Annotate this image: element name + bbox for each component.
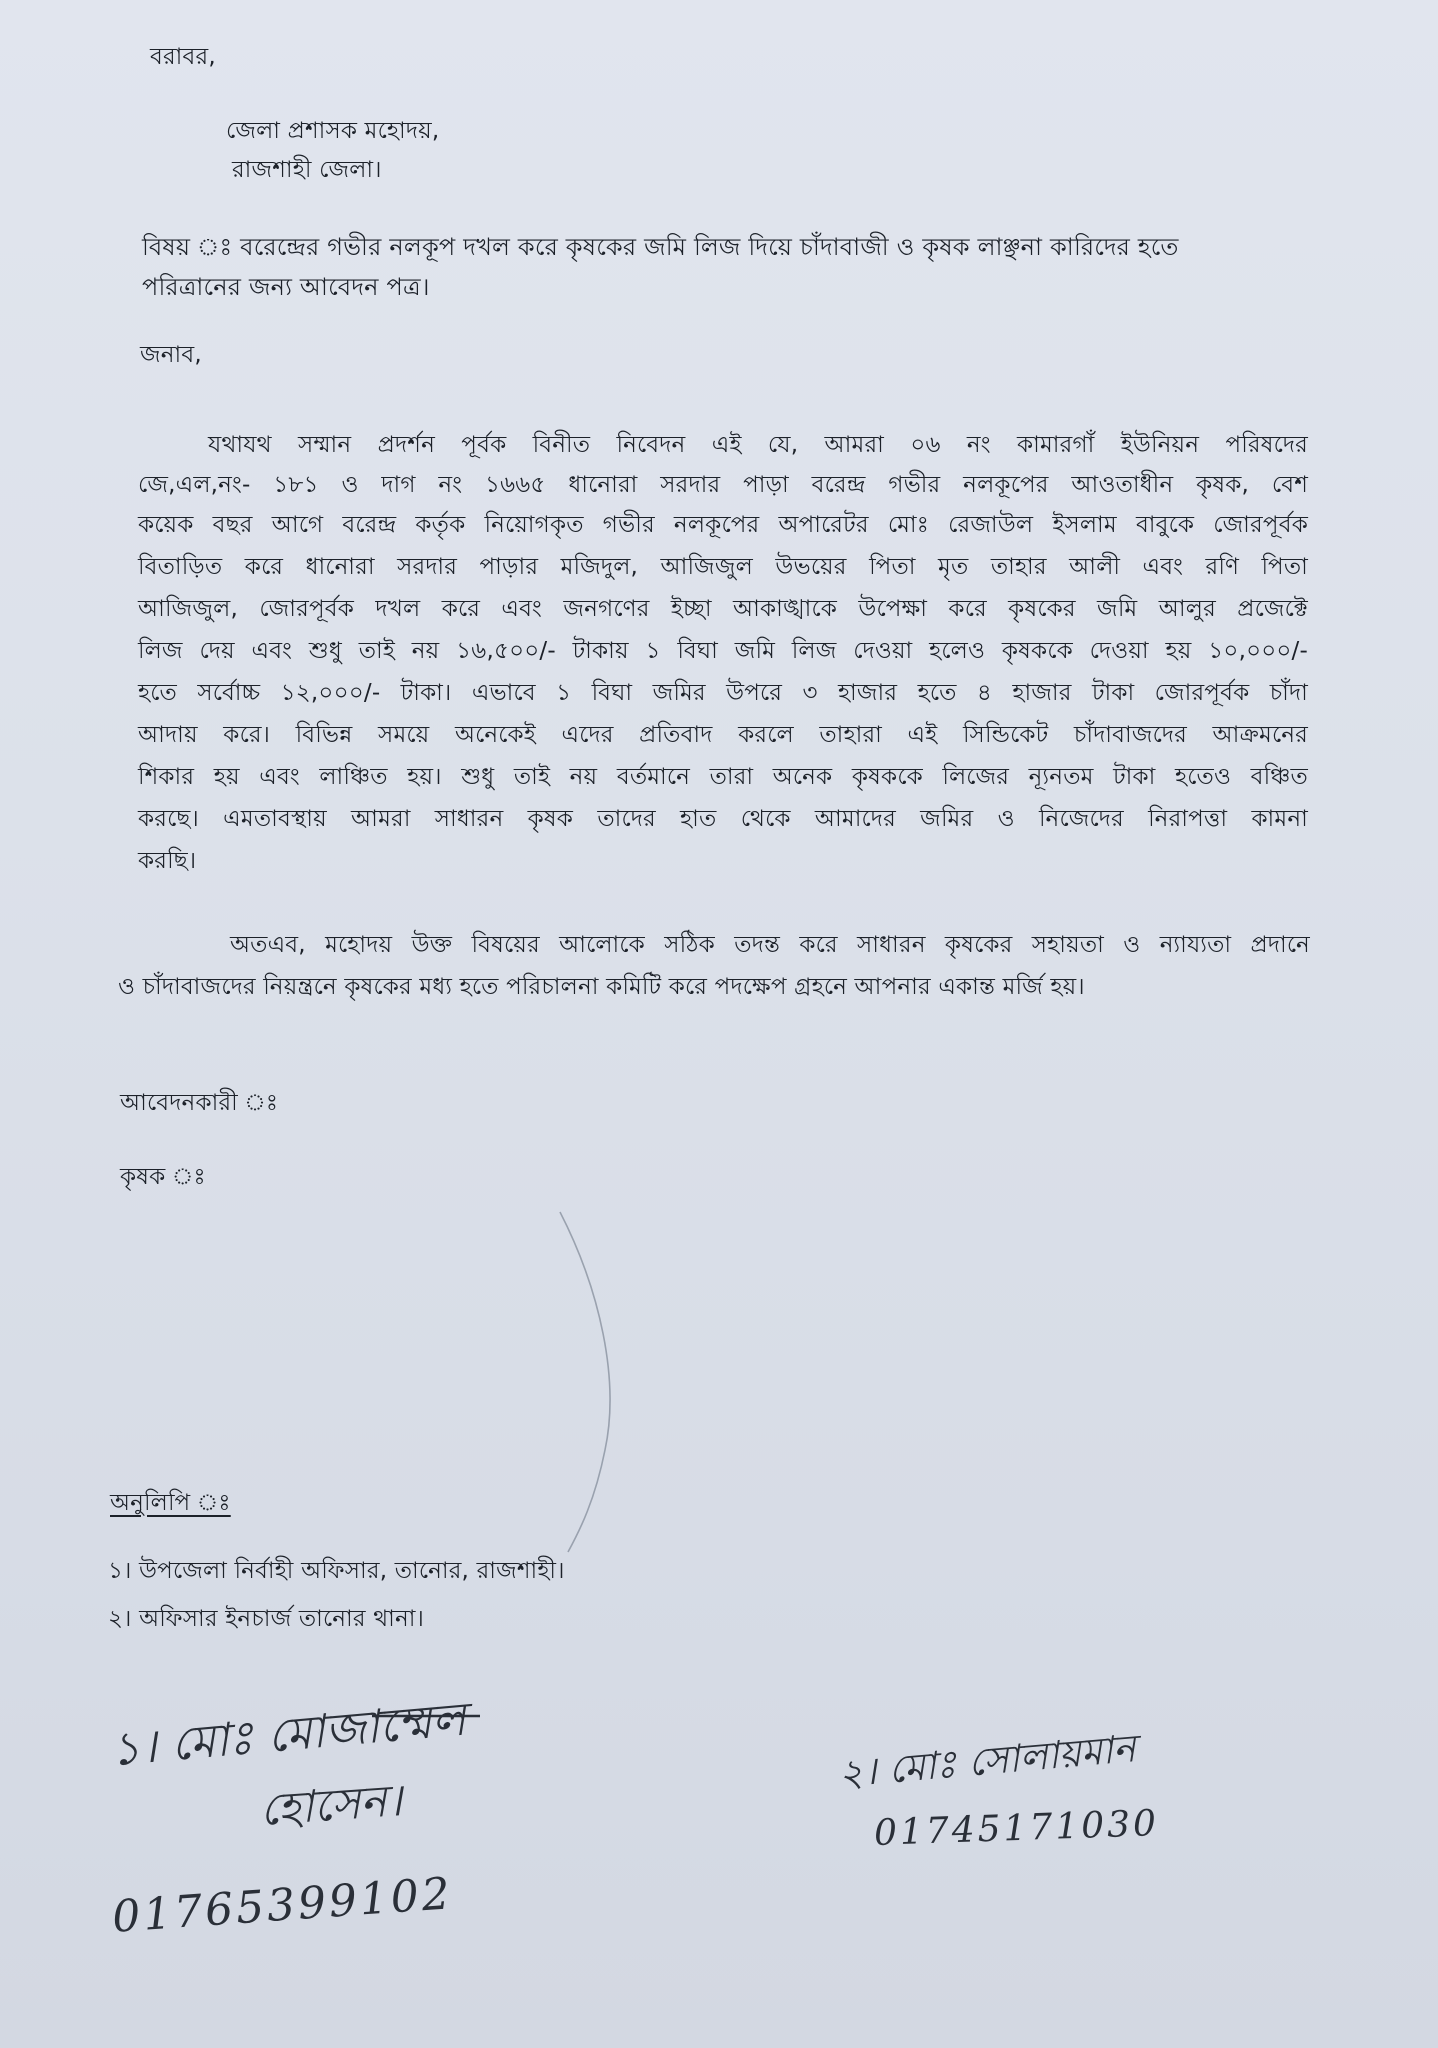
copy-heading: অনুলিপি ঃ: [110, 1490, 231, 1516]
closing-line-1: অতএব, মহোদয় উক্ত বিষয়ের আলোকে সঠিক তদন্ত করে সাধারন কৃষকের সহায়তা ও ন্যায্যতা প্রদানে: [230, 932, 1310, 958]
body-line-7: হতে সর্বোচ্চ ১২,০০০/- টাকা। এভাবে ১ বিঘা জমির উপরে ৩ হাজার হতে ৪ হাজার টাকা জোরপূর্বক চাঁদা: [138, 680, 1308, 706]
farmer-label: কৃষক ঃ: [120, 1164, 206, 1190]
copy-item-2: ২। অফিসার ইনচার্জ তানোর থানা।: [108, 1606, 425, 1632]
signature-1-surname: হোসেন।: [258, 1775, 404, 1836]
signature-1-name: ১। মোঃ মোজাম্মেল: [107, 1691, 468, 1777]
signature-2-name: ২। মোঃ সোলায়মান: [836, 1726, 1138, 1796]
body-line-8: আদায় করে। বিভিন্ন সময়ে অনেকেই এদের প্রতিবাদ করলে তাহারা এই সিন্ডিকেট চাঁদাবাজদের আক্রমনের: [138, 722, 1308, 748]
salutation-to: বরাবর,: [150, 44, 216, 70]
body-line-10: করছে। এমতাবস্থায় আমরা সাধারন কৃষক তাদের হাত থেকে আমাদের জমির ও নিজেদের নিরাপত্তা কামনা: [138, 806, 1308, 832]
body-line-1: যথাযথ সম্মান প্রদর্শন পূর্বক বিনীত নিবেদন এই যে, আমরা ০৬ নং কামারগাঁ ইউনিয়ন পরিষদের: [208, 432, 1308, 458]
signature-2-phone: 01745171030: [873, 1803, 1160, 1854]
body-line-9: শিকার হয় এবং লাঞ্চিত হয়। শুধু তাই নয় বর্তমানে তারা অনেক কৃষককে লিজের ন্যূনতম টাকা হতেও বঞ্চিত: [138, 764, 1308, 790]
body-line-2: জে,এল,নং- ১৮১ ও দাগ নং ১৬৬৫ ধানোরা সরদার পাড়া বরেন্দ্র গভীর নলকূপের আওতাধীন কৃষক, বেশ: [138, 472, 1308, 498]
subject-line-2: পরিত্রানের জন্য আবেদন পত্র।: [142, 273, 430, 301]
recipient-district: রাজশাহী জেলা।: [232, 157, 382, 183]
body-line-4: বিতাড়িত করে ধানোরা সরদার পাড়ার মজিদুল, আজিজুল উভয়ের পিতা মৃত তাহার আলী এবং রণি পিতা: [138, 554, 1308, 580]
body-line-3: কয়েক বছর আগে বরেন্দ্র কর্তৃক নিয়োগকৃত গভীর নলকূপের অপারেটর মোঃ রেজাউল ইসলাম বাবুকে জোরপূর্বক: [138, 512, 1308, 538]
signature-1-phone: 01765399102: [110, 1868, 455, 1943]
body-line-11: করছি।: [138, 848, 197, 874]
greeting: জনাব,: [140, 342, 202, 368]
body-line-6: লিজ দেয় এবং শুধু তাই নয় ১৬,৫০০/- টাকায় ১ বিঘা জমি লিজ দেওয়া হলেও কৃষককে দেওয়া হয় ১০,০০০/-: [138, 638, 1308, 664]
subject-line-1: বিষয় ঃ বরেন্দ্রের গভীর নলকূপ দখল করে কৃষকের জমি লিজ দিয়ে চাঁদাবাজী ও কৃষক লাঞ্ছনা কারিদের হতে: [142, 233, 1179, 261]
copy-item-1: ১। উপজেলা নির্বাহী অফিসার, তানোর, রাজশাহী।: [108, 1558, 565, 1584]
closing-line-2: ও চাঁদাবাজদের নিয়ন্ত্রনে কৃষকের মধ্য হতে পরিচালনা কমিটি করে পদক্ষেপ গ্রহনে আপনার একান্ত মর্জি হয়।: [118, 974, 1085, 1000]
applicant-label: আবেদনকারী ঃ: [120, 1090, 279, 1116]
recipient-title: জেলা প্রশাসক মহোদয়,: [226, 118, 440, 144]
body-line-5: আজিজুল, জোরপূর্বক দখল করে এবং জনগণের ইচ্ছা আকাঙ্খাকে উপেক্ষা করে কৃষকের জমি আলুর প্রজেক্টে: [138, 596, 1308, 622]
